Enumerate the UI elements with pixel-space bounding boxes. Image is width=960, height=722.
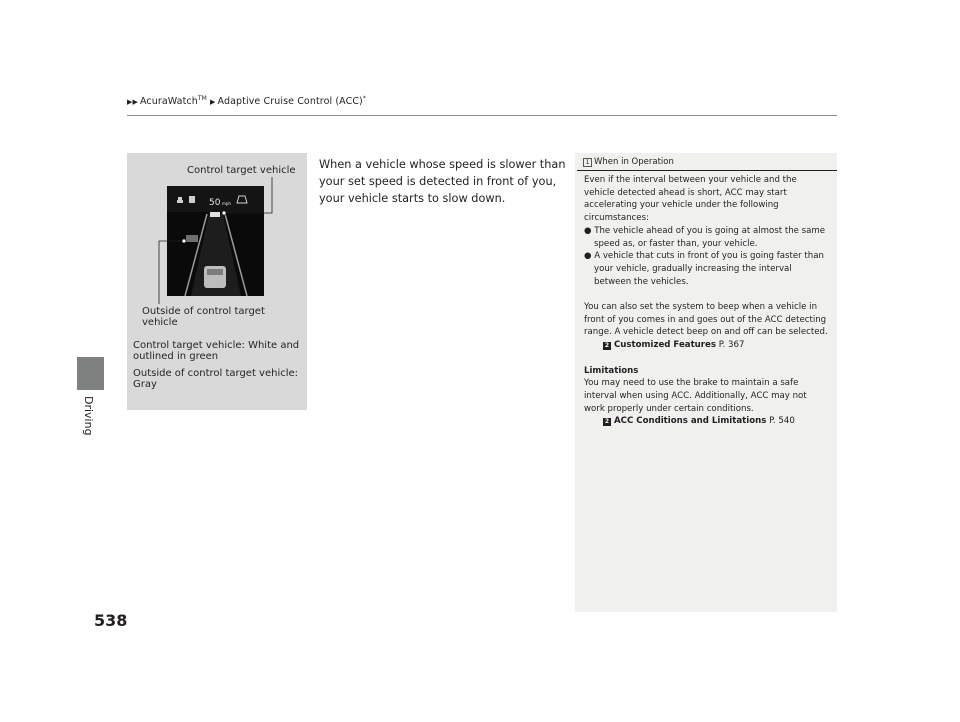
caption-control-target: Control target vehicle: White and outlined in green xyxy=(133,340,300,362)
page-number: 538 xyxy=(94,611,128,630)
note-bullet-text: A vehicle that cuts in front of you is going faster than your vehicle, gradually increasing the interval between the vehicles. xyxy=(594,251,824,287)
note-body xyxy=(584,174,829,428)
note-title-text: When in Operation xyxy=(594,157,674,167)
label-outside-target: Outside of control target vehicle xyxy=(142,306,265,328)
xref-acc-conditions[interactable] xyxy=(584,415,829,428)
cross-reference-icon: 2 xyxy=(604,418,610,426)
note-rule xyxy=(577,170,837,171)
note-para-beep: You can also set the system to beep when a vehicle in front of you comes in and goes out of the ACC detecting range. A vehicle detect beep on and off can be selected. xyxy=(584,302,828,338)
xref-label: ACC Conditions and Limitations xyxy=(614,416,767,427)
xref-page: P. 367 xyxy=(718,340,745,351)
asterisk-mark: * xyxy=(362,95,366,102)
main-paragraph: When a vehicle whose speed is slower than your set speed is detected in front of you, your vehicle starts to slow down. xyxy=(319,158,566,205)
set-speed-unit: mph xyxy=(222,201,231,206)
caption-outside-target: Outside of control target vehicle: Gray xyxy=(133,368,299,390)
section-tab xyxy=(77,357,104,390)
note-bullet: ● The vehicle ahead of you is going at almost the same speed as, or faster than, your vehicle. xyxy=(584,225,826,249)
xref-customized-features[interactable] xyxy=(584,339,829,352)
breadcrumb-acurawatch: AcuraWatch xyxy=(139,96,198,108)
breadcrumb xyxy=(127,95,366,107)
note-badge: 1 xyxy=(583,158,592,167)
double-arrow-icon: ▶▶ xyxy=(127,98,138,107)
breadcrumb-acc: Adaptive Cruise Control (ACC) xyxy=(217,96,363,108)
limitations-heading: Limitations xyxy=(584,365,639,376)
limitations-text: You may need to use the brake to maintain a safe interval when using ACC. Additionally, ACC may not work properly under certain conditions. xyxy=(584,378,807,414)
header-rule xyxy=(127,115,837,116)
xref-label: Customized Features xyxy=(614,340,716,351)
label-control-target: Control target vehicle xyxy=(187,165,296,176)
note-intro: Even if the interval between your vehicle and the vehicle detected ahead is short, ACC may start accelerating your vehicle under the following circumstances: xyxy=(584,175,797,224)
note-bullet: ● A vehicle that cuts in front of you is going faster than your vehicle, gradually increasing the interval between the vehicles. xyxy=(584,251,824,287)
cross-reference-icon: 2 xyxy=(604,342,610,350)
section-label xyxy=(81,396,101,456)
trademark-mark: TM xyxy=(197,95,207,102)
set-speed-value: 50 xyxy=(209,198,221,208)
leader-lines xyxy=(127,153,307,410)
section-label-text: Driving xyxy=(82,396,95,436)
note-title xyxy=(583,157,674,167)
xref-page: P. 540 xyxy=(769,416,795,427)
note-bullet-text: The vehicle ahead of you is going at almost the same speed as, or faster than, your vehicle. xyxy=(594,225,826,249)
arrow-icon: ▶ xyxy=(210,98,216,107)
